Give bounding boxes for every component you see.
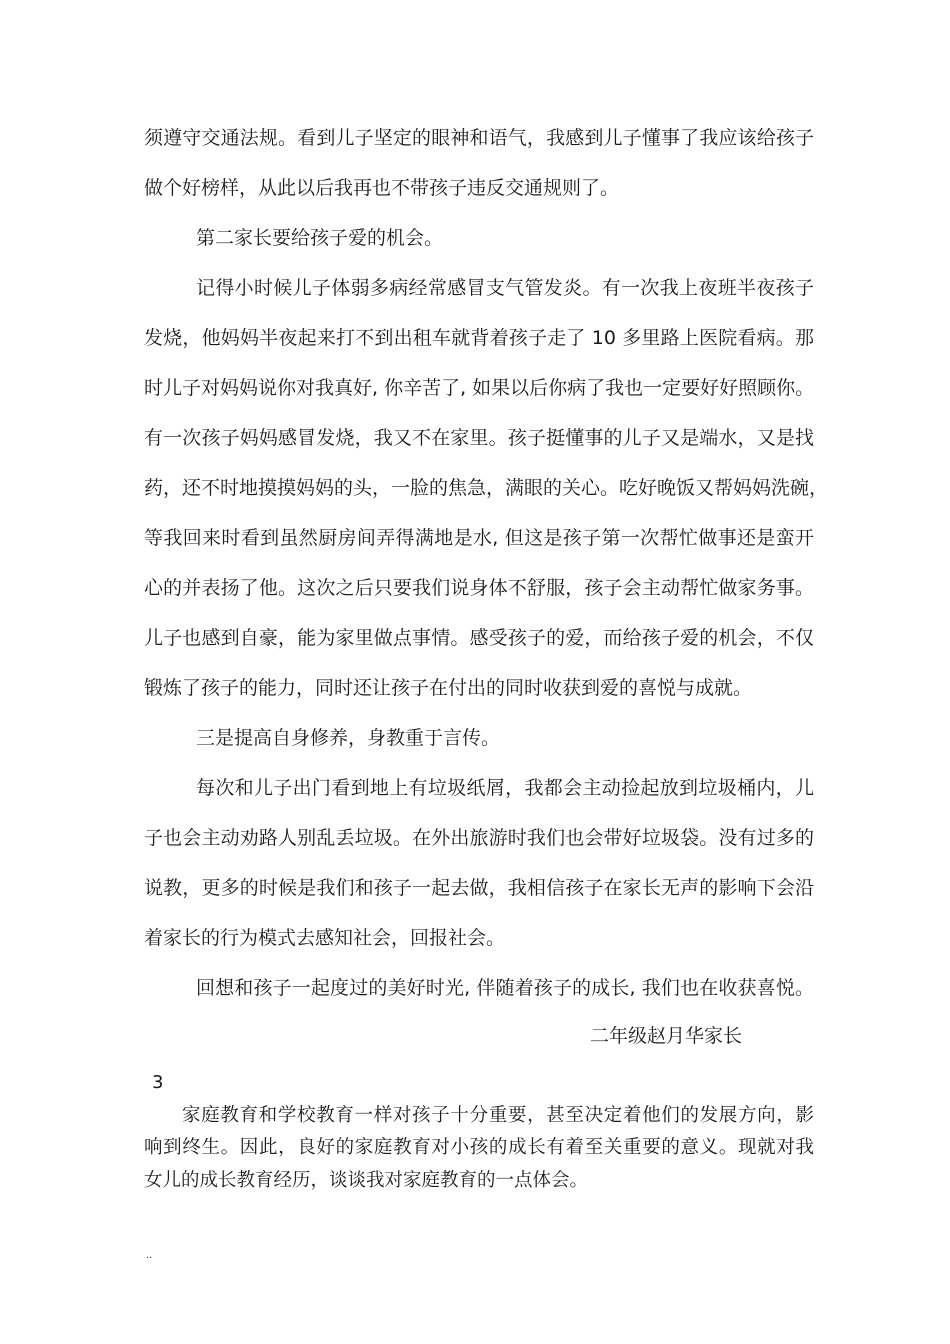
paragraph-line: 药，还不时地摸摸妈妈的头，一脸的焦急，满眼的关心。吃好晚饭又帮妈妈洗碗， [144,477,829,499]
paragraph-line: 等我回来时看到虽然厨房间弄得满地是水, 但这是孩子第一次帮忙做事还是蛮开 [144,527,814,549]
paragraph-line: 响到终生。因此，良好的家庭教育对小孩的成长有着至关重要的意义。现就对我 [144,1137,814,1158]
paragraph-line: 锻炼了孩子的能力，同时还让孩子在付出的同时收获到爱的喜悦与成就。 [144,677,753,699]
section-heading: 第二家长要给孩子爱的机会。 [196,227,444,249]
section-number: 3 [152,1072,164,1093]
section-heading: 三是提高自身修养，身教重于言传。 [196,727,501,749]
paragraph-line: 心的并表扬了他。这次之后只要我们说身体不舒服，孩子会主动帮忙做家务事。 [144,577,814,599]
paragraph-line: 须遵守交通法规。看到儿子坚定的眼神和语气，我感到儿子懂事了我应该给孩子 [144,127,814,149]
paragraph-line: 记得小时候儿子体弱多病经常感冒支气管发炎。有一次我上夜班半夜孩子 [196,277,814,299]
paragraph-line: 儿子也感到自豪，能为家里做点事情。感受孩子的爱，而给孩子爱的机会，不仅 [144,627,814,649]
author-signature: 二年级赵月华家长 [590,1025,743,1047]
paragraph-line: 女儿的成长教育经历，谈谈我对家庭教育的一点体会。 [144,1170,589,1191]
footer-mark: .. [146,1250,153,1261]
paragraph-line: 说教，更多的时候是我们和孩子一起去做，我相信孩子在家长无声的影响下会沿 [144,877,814,899]
closing-line: 回想和孩子一起度过的美好时光, 伴随着孩子的成长, 我们也在收获喜悦。 [196,977,814,999]
paragraph-line: 发烧，他妈妈半夜起来打不到出租车就背着孩子走了 10 多里路上医院看病。那 [144,327,814,349]
paragraph-line: 着家长的行为模式去感知社会，回报社会。 [144,927,506,949]
paragraph-line: 子也会主动劝路人别乱丢垃圾。在外出旅游时我们也会带好垃圾袋。没有过多的 [144,827,814,849]
paragraph-line: 家庭教育和学校教育一样对孩子十分重要，甚至决定着他们的发展方向，影 [182,1105,814,1126]
paragraph-line: 时儿子对妈妈说你对我真好, 你辛苦了, 如果以后你病了我也一定要好好照顾你。 [144,377,815,399]
paragraph-line: 每次和儿子出门看到地上有垃圾纸屑，我都会主动捡起放到垃圾桶内，儿 [196,777,814,799]
paragraph-line: 有一次孩子妈妈感冒发烧，我又不在家里。孩子挺懂事的儿子又是端水，又是找 [144,427,814,449]
paragraph-line: 做个好榜样，从此以后我再也不带孩子违反交通规则了。 [144,177,620,199]
